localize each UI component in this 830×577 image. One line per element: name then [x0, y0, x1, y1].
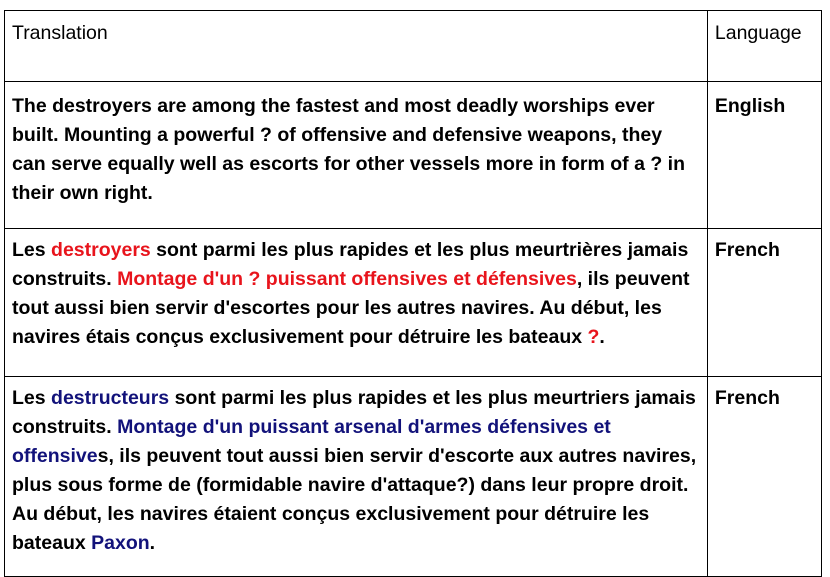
text-segment: sont parmi les plus rapides et les plus meurtriers jamais construits. — [12, 387, 696, 438]
table-header-row — [5, 11, 822, 82]
highlighted-phrase: Montage d'un ? puissant offensives et défensives — [117, 268, 577, 290]
text-segment: sont parmi les plus rapides et les plus meurtrières jamais construits. — [12, 239, 689, 290]
language-cell: English — [707, 82, 821, 229]
translation-table — [4, 10, 822, 577]
table-row — [5, 82, 822, 229]
highlighted-term: destructeurs — [51, 387, 170, 409]
header-language: Language — [707, 11, 821, 82]
translation-cell: The destroyers are among the fastest and most deadly worships ever built. Mounting a powerful ? of offensive and defensive weapons, they can serve equally well as escorts for other vessels more in form of a ? in their own right. — [5, 82, 708, 229]
language-cell: French — [707, 377, 821, 577]
text-segment: s, ils peuvent tout aussi bien servir d'escorte aux autres navires, plus sous forme de (formidable navire d'attaque?) dans leur propre droit. Au début, les navires étaient conçus exclusivement pour détruire les bateaux — [12, 445, 697, 554]
highlighted-term: ? — [587, 326, 600, 348]
highlighted-term: Paxon — [91, 532, 150, 554]
text-segment: . — [149, 532, 156, 554]
table-row — [5, 229, 822, 377]
header-translation: Translation — [5, 11, 708, 82]
text-segment: , ils peuvent tout aussi bien servir d'escortes pour les autres navires. Au début, les navires étais conçus exclusivement pour détruire les bateaux — [12, 268, 690, 348]
translation-cell — [5, 229, 708, 377]
highlighted-term: destroyers — [51, 239, 151, 261]
text-segment: . — [599, 326, 605, 348]
language-cell: French — [707, 229, 821, 377]
highlighted-phrase: Montage d'un puissant arsenal d'armes défensives et offensive — [12, 416, 611, 467]
translation-cell — [5, 377, 708, 577]
table-row — [5, 377, 822, 577]
text-segment: Les — [12, 239, 52, 261]
text-segment: Les — [12, 387, 52, 409]
